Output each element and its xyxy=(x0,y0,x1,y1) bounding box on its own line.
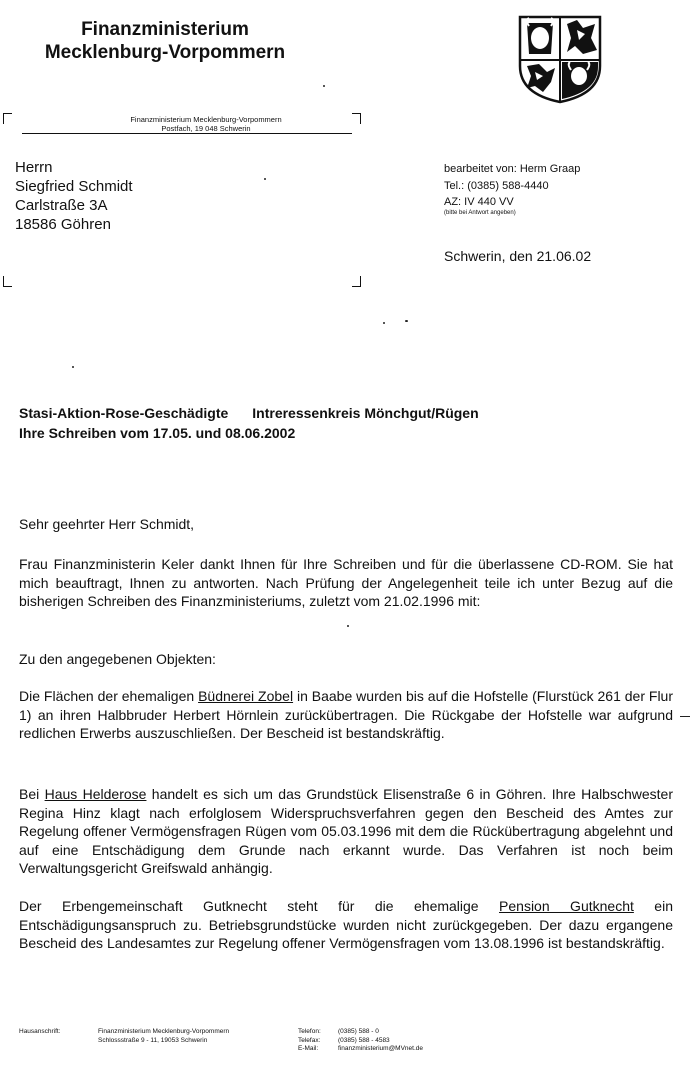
date-line: Schwerin, den 21.06.02 xyxy=(444,248,592,264)
corner-mark-bottom-left xyxy=(3,276,12,287)
footer-fax-value: (0385) 588 - 4583 xyxy=(338,1036,390,1044)
salutation: Sehr geehrter Herr Schmidt, xyxy=(19,516,195,532)
object-buednerei-zobel: Büdnerei Zobel xyxy=(198,688,294,704)
footer-mail-value: finanzministerium@MVnet.de xyxy=(338,1045,423,1052)
corner-mark-top-right xyxy=(352,113,361,124)
paragraph-gutknecht-post: ein Entschädigungsanspruch zu. Betriebsgrundstücke wurden nicht zurückgegeben. Der dazu ergangene Bescheid des Landesamtes zur Regelung offener Vermögensfragen vom 13.08.1996 ist bestandskräftig. xyxy=(19,898,673,951)
subject-group: Intreressenkreis Mönchgut/Rügen xyxy=(252,405,479,421)
footer-phone-value: (0385) 588 - 0 xyxy=(338,1028,379,1035)
paragraph-objects-heading: Zu den angegebenen Objekten: xyxy=(19,651,216,667)
subject xyxy=(19,403,479,443)
footer-address-line-1: Finanzministerium Mecklenburg-Vorpommern xyxy=(98,1028,230,1035)
paragraph-helderose xyxy=(19,785,673,878)
recipient-street: Carlstraße 3A xyxy=(15,197,108,214)
coat-of-arms-icon xyxy=(517,14,603,104)
reference-note: (bitte bei Antwort angeben) xyxy=(444,210,516,216)
scan-speck xyxy=(264,178,266,180)
scan-speck xyxy=(405,320,408,322)
object-pension-gutknecht: Pension Gutknecht xyxy=(499,898,634,914)
paragraph-gutknecht xyxy=(19,897,673,953)
footer-contact-labels xyxy=(298,1028,321,1054)
letterhead-line-2: Mecklenburg-Vorpommern xyxy=(44,42,286,63)
scan-speck xyxy=(347,625,349,627)
corner-mark-top-left xyxy=(3,113,12,124)
scan-speck xyxy=(680,716,690,717)
phone-number: Tel.: (0385) 588-4440 xyxy=(444,180,549,192)
return-address-line-2: Postfach, 19 048 Schwerin xyxy=(161,124,251,133)
paragraph-intro: Frau Finanzministerin Keler dankt Ihnen für Ihre Schreiben und für die überlassene CD-ROM. Sie hat mich beauftragt, Ihnen zu antworten. Nach Prüfung der Angelegenheit teile ich unter Bezug auf die bisherigen Schreiben des Finanzministeriums, zuletzt vom 21.02.1996 mit: xyxy=(19,556,673,609)
paragraph-gutknecht-pre: Der Erbengemeinschaft Gutknecht steht für die ehemalige xyxy=(19,898,500,914)
letterhead-line-1: Finanzministerium xyxy=(81,19,249,40)
recipient-salutation-line: Herrn xyxy=(15,159,53,176)
footer-address xyxy=(98,1028,229,1045)
recipient-city: 18586 Göhren xyxy=(15,216,111,233)
recipient-address xyxy=(15,158,133,234)
footer-fax-label: Telefax: xyxy=(298,1036,321,1044)
paragraph-helderose-pre: Bei xyxy=(19,786,45,802)
letterhead xyxy=(0,18,330,64)
return-address-rule xyxy=(22,133,352,134)
scan-speck xyxy=(383,322,385,324)
paragraph-buednerei-post: in Baabe wurden bis auf die Hofstelle (Flurstück 261 der Flur 1) an ihren Halbbruder Herbert Hörnlein zurückübertragen. Die Rückgabe der Hofstelle war aufgrund redlichen Erwerbs auszuschließen. Der Bescheid ist bestandskräftig. xyxy=(19,688,674,741)
footer-contact-values xyxy=(338,1028,423,1054)
subject-title: Stasi-Aktion-Rose-Geschädigte xyxy=(19,405,229,421)
scan-speck xyxy=(72,366,74,368)
corner-mark-bottom-right xyxy=(352,276,361,287)
return-address-line-1: Finanzministerium Mecklenburg-Vorpommern xyxy=(130,115,282,124)
info-block xyxy=(444,161,580,217)
scan-speck xyxy=(323,85,325,87)
return-address xyxy=(60,115,352,133)
paragraph-buednerei xyxy=(19,687,673,743)
footer-address-label: Hausanschrift: xyxy=(19,1028,61,1035)
paragraph-helderose-post: handelt es sich um das Grundstück Elisenstraße 6 in Göhren. Ihre Halbschwester Regina Hinz klagt nach erfolglosem Widerspruchsverfahren gegen den Bescheid des Amtes zur Regelung offener Vermögensfragen Rügen vom 05.03.1996 mit dem die Rückübertragung abgelehnt und auf eine Entschädigung dem Grunde nach erkannt wurde. Das Verfahren ist noch beim Verwaltungsgericht Greifswald anhängig. xyxy=(19,786,673,876)
recipient-name: Siegfried Schmidt xyxy=(15,178,133,195)
footer-phone-label: Telefon: xyxy=(298,1028,321,1035)
footer-mail-label: E-Mail: xyxy=(298,1045,319,1052)
reference-number: AZ: IV 440 VV xyxy=(444,196,514,208)
subject-reference: Ihre Schreiben vom 17.05. und 08.06.2002 xyxy=(19,425,296,441)
handled-by: bearbeitet von: Herm Graap xyxy=(444,163,581,175)
footer-label xyxy=(19,1028,61,1037)
paragraph-buednerei-pre: Die Flächen der ehemaligen xyxy=(19,688,199,704)
footer-address-line-2: Schlossstraße 9 - 11, 19053 Schwerin xyxy=(98,1036,208,1044)
object-haus-helderose: Haus Helderose xyxy=(44,786,147,802)
